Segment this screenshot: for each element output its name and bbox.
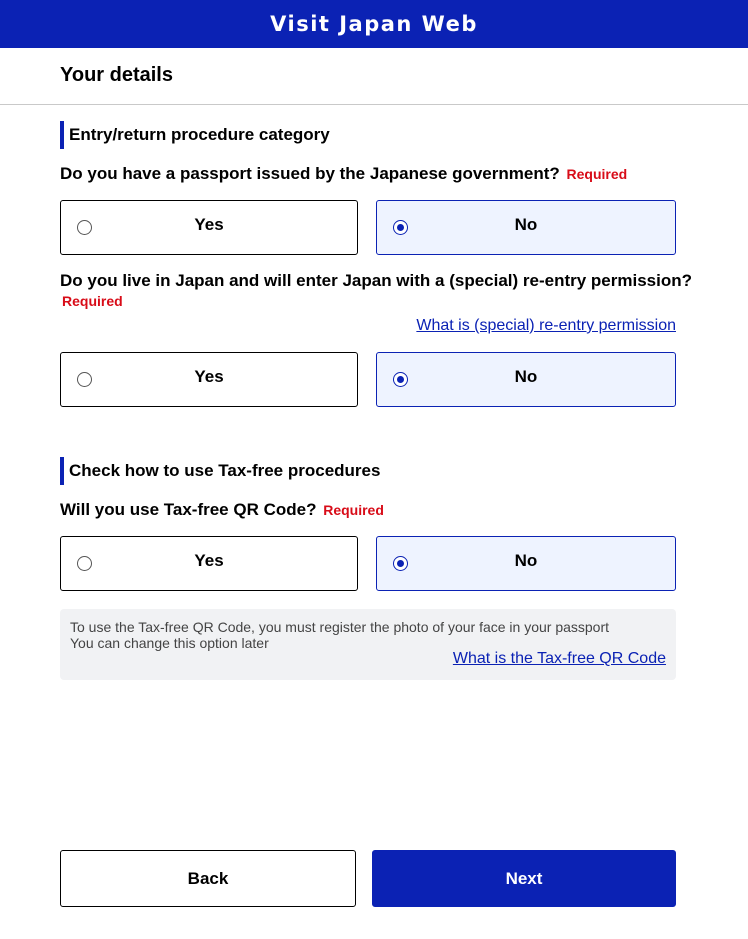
question-taxfree-qr <box>60 500 384 520</box>
option-label: Yes <box>194 551 224 570</box>
reentry-no-option[interactable] <box>376 352 676 407</box>
taxfree-no-option[interactable] <box>376 536 676 591</box>
next-button[interactable]: Next <box>372 850 676 907</box>
question-text: Do you have a passport issued by the Japanese government? <box>60 164 560 183</box>
question-japanese-passport <box>60 164 627 184</box>
option-label: Yes <box>194 215 224 234</box>
reentry-permission-help-link[interactable]: What is (special) re-entry permission <box>416 317 676 334</box>
question-reentry-permission: Do you live in Japan and will enter Japan with a (special) re-entry permission? <box>60 271 692 290</box>
option-label: No <box>514 215 538 234</box>
taxfree-info-note <box>60 609 676 680</box>
passport-no-option[interactable] <box>376 200 676 255</box>
note-line: To use the Tax-free QR Code, you must register the photo of your face in your passport <box>70 619 610 635</box>
required-badge: Required <box>323 502 384 518</box>
page-title: Your details <box>60 64 173 86</box>
question-text: Will you use Tax-free QR Code? <box>60 500 317 519</box>
section-heading-taxfree: Check how to use Tax-free procedures <box>60 457 380 485</box>
required-badge: Required <box>62 293 123 309</box>
back-button[interactable]: Back <box>60 850 356 907</box>
required-badge: Required <box>566 166 628 182</box>
option-label: No <box>514 367 538 386</box>
note-line: You can change this option later <box>70 635 269 651</box>
app-title: Visit Japan Web <box>270 12 478 36</box>
passport-yes-option[interactable] <box>60 200 358 255</box>
app-header <box>0 0 748 48</box>
title-divider <box>0 104 748 105</box>
option-label: Yes <box>194 367 224 386</box>
section-heading-entry: Entry/return procedure category <box>60 121 330 149</box>
taxfree-qr-help-link[interactable]: What is the Tax-free QR Code <box>452 650 666 667</box>
reentry-yes-option[interactable] <box>60 352 358 407</box>
taxfree-yes-option[interactable] <box>60 536 358 591</box>
option-label: No <box>514 551 538 570</box>
